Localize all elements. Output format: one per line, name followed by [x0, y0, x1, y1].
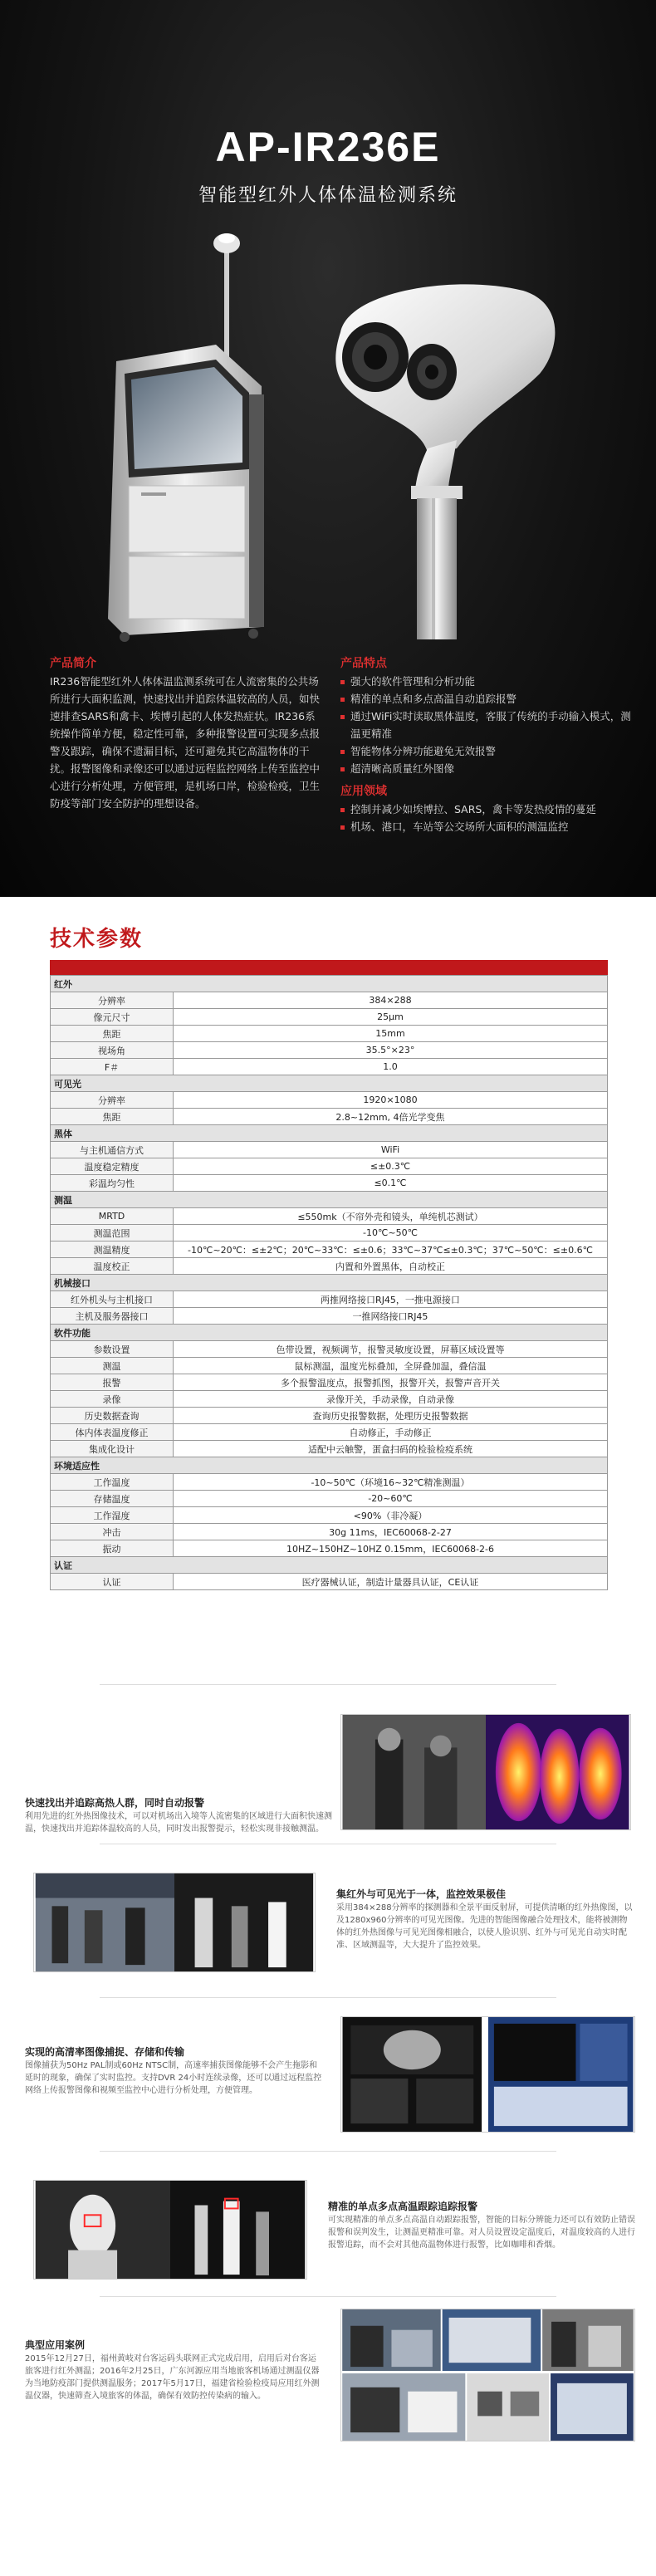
spec-value: ≤0.1℃	[174, 1175, 608, 1192]
spec-key: 测温范围	[51, 1225, 174, 1241]
spec-value: 25μm	[174, 1009, 608, 1026]
spec-section-row	[51, 976, 608, 992]
spec-value: ≤±0.3℃	[174, 1158, 608, 1175]
spec-value: ≤550mk（不帘外壳和镜头，单纯机芯测试）	[174, 1208, 608, 1225]
spec-row	[51, 1507, 608, 1524]
spec-row	[51, 1540, 608, 1557]
app-4-title: 精准的单点多点高温跟踪追踪报警	[328, 2201, 478, 2212]
app-3-text: 图像捕获为50Hz PAL制或60Hz NTSC制，高速率捕获图像能够不会产生拖影和延时的现象，确保了实时监控。支持DVR 24小时连续录像，还可以通过远程监控网络上传报警图像和视频至监控中心进行分析处理，方便管理。	[25, 2061, 322, 2095]
spec-key: 录像	[51, 1391, 174, 1408]
camera-head-image	[324, 274, 565, 639]
app-area-item: 控制并减少如埃博拉、SARS，禽卡等发热疫情的蔓延	[340, 801, 639, 818]
features-heading: 产品特点	[340, 657, 387, 670]
spec-key: F＃	[51, 1059, 174, 1075]
divider	[100, 2296, 556, 2297]
spec-row	[51, 1059, 608, 1075]
spec-row	[51, 1142, 608, 1158]
spec-key: 集成化设计	[51, 1441, 174, 1457]
spec-row	[51, 1158, 608, 1175]
spec-header-bar	[50, 960, 608, 975]
spec-row	[51, 1009, 608, 1026]
spec-section-row	[51, 1125, 608, 1142]
spec-key: 测温	[51, 1358, 174, 1374]
spec-value: -10~50℃（环境16~32℃精准测温）	[174, 1474, 608, 1491]
spec-row	[51, 1574, 608, 1590]
product-model-title: AP-IR236E	[215, 124, 441, 170]
spec-row	[51, 1474, 608, 1491]
spec-row	[51, 1358, 608, 1374]
spec-section-name: 环境适应性	[51, 1457, 608, 1474]
spec-key: 视场角	[51, 1042, 174, 1059]
spec-table	[50, 975, 608, 1590]
spec-row	[51, 1441, 608, 1457]
feature-item: 智能物体分辨功能避免无效报警	[340, 742, 639, 760]
feature-item: 强大的软件管理和分析功能	[340, 673, 639, 690]
spec-value: 录像开关，手动录像，自动录像	[174, 1391, 608, 1408]
app-2-title: 集红外与可见光于一体，监控效果极佳	[336, 1888, 507, 1900]
spec-key: MRTD	[51, 1208, 174, 1225]
app-5-title: 典型应用案例	[25, 2339, 86, 2351]
spec-key: 温度校正	[51, 1258, 174, 1275]
spec-key: 焦距	[51, 1109, 174, 1125]
spec-key: 冲击	[51, 1524, 174, 1540]
spec-key: 与主机通信方式	[51, 1142, 174, 1158]
spec-row	[51, 1208, 608, 1225]
spec-section-name: 认证	[51, 1557, 608, 1574]
app-3-title: 实现的高清率图像捕捉、存储和传输	[25, 2046, 185, 2058]
spec-value: -10℃~50℃	[174, 1225, 608, 1241]
software-ui-screenshot	[340, 2016, 635, 2133]
spec-key: 工作湿度	[51, 1507, 174, 1524]
spec-value: 一推网络接口RJ45	[174, 1308, 608, 1325]
spec-section-name: 机械接口	[51, 1275, 608, 1291]
spec-section-row	[51, 1325, 608, 1341]
spec-key: 红外机头与主机接口	[51, 1291, 174, 1308]
app-2-text: 采用384×288分辨率的探测器和全景平面反射屏，可提供清晰的红外热像图，以及1280x960分辨率的可见光图像。先进的智能图像融合处理技术，能将被测物体的红外热图像与可见光图像相融合，以使人脸识别、红外与可见光自动实时配准、区域测温等，大大提升了监控效果。	[336, 1903, 633, 1950]
spec-value: 2.8~12mm, 4倍光学变焦	[174, 1109, 608, 1125]
spec-key: 温度稳定精度	[51, 1158, 174, 1175]
spec-value: 1.0	[174, 1059, 608, 1075]
spec-row	[51, 1308, 608, 1325]
spec-key: 分辨率	[51, 1092, 174, 1109]
app-5-text: 2015年12月27日，福州黄岐对台客运码头联网正式完成启用，启用后对台客运旅客进行红外测温；2016年2月25日，广东河源应用当地旅客机场通过测温仪器为当地防疫部门提供测温服务；2017年5月17日，福建省检验检疫局应用红外测温仪器，快速筛查入境旅客的体温，确保有效防控传染病的输入。	[25, 2354, 320, 2401]
spec-section-name: 黑体	[51, 1125, 608, 1142]
spec-row	[51, 1341, 608, 1358]
divider	[100, 1684, 556, 1685]
spec-section-name: 红外	[51, 976, 608, 992]
spec-value: 10HZ~150HZ~10HZ 0.15mm，IEC60068-2-6	[174, 1540, 608, 1557]
spec-row	[51, 1374, 608, 1391]
spec-key: 测温精度	[51, 1241, 174, 1258]
spec-value: 15mm	[174, 1026, 608, 1042]
spec-key: 体内体表温度修正	[51, 1424, 174, 1441]
spec-key: 振动	[51, 1540, 174, 1557]
spec-key: 参数设置	[51, 1341, 174, 1358]
feature-item: 通过WiFi实时读取黑体温度，客服了传统的手动输入模式，测温更精准	[340, 708, 639, 742]
spec-key: 彩温均匀性	[51, 1175, 174, 1192]
spec-section-row	[51, 1192, 608, 1208]
feature-item: 精准的单点和多点高温自动追踪报警	[340, 690, 639, 708]
app-area-heading: 应用领域	[340, 785, 387, 798]
spec-row	[51, 1424, 608, 1441]
spec-section-row	[51, 1075, 608, 1092]
spec-section-row	[51, 1457, 608, 1474]
spec-title: 技术参数	[50, 927, 144, 952]
spec-key: 存储温度	[51, 1491, 174, 1507]
divider	[100, 2151, 556, 2152]
spec-row	[51, 1258, 608, 1275]
ir-visible-fusion-photo	[33, 1873, 316, 1972]
spec-row	[51, 1391, 608, 1408]
spec-value: 适配中云触警，蛋盒扫码的检验检疫系统	[174, 1441, 608, 1457]
kiosk-device-image	[91, 228, 282, 644]
app-area-item: 机场、港口，车站等公交场所大面积的测温监控	[340, 818, 639, 835]
app-1-title: 快速找出并追踪高热人群，同时自动报警	[25, 1797, 205, 1809]
spec-key: 焦距	[51, 1026, 174, 1042]
spec-value: 30g 11ms，IEC60068-2-27	[174, 1524, 608, 1540]
spec-value: 1920×1080	[174, 1092, 608, 1109]
spec-key: 像元尺寸	[51, 1009, 174, 1026]
spec-row	[51, 1026, 608, 1042]
thermal-crowd-photo	[340, 1714, 631, 1830]
spec-key: 工作温度	[51, 1474, 174, 1491]
single-multi-point-tracking-photo	[33, 2180, 307, 2280]
spec-section-name: 软件功能	[51, 1325, 608, 1341]
spec-value: -10℃~20℃：≤±2℃；20℃~33℃：≤±0.6；33℃~37℃≤±0.3℃；37℃~50℃：≤±0.6℃	[174, 1241, 608, 1258]
spec-row	[51, 1524, 608, 1540]
spec-value: 内置和外置黑体，自动校正	[174, 1258, 608, 1275]
spec-key: 认证	[51, 1574, 174, 1590]
spec-value: 384×288	[174, 992, 608, 1009]
spec-value: <90%（非冷凝）	[174, 1507, 608, 1524]
spec-row	[51, 1408, 608, 1424]
spec-value: 鼠标测温，温度光标叠加，全屏叠加温，叠信温	[174, 1358, 608, 1374]
spec-section-name: 测温	[51, 1192, 608, 1208]
spec-key: 分辨率	[51, 992, 174, 1009]
product-subtitle: 智能型红外人体体温检测系统	[198, 185, 458, 206]
spec-section-row	[51, 1275, 608, 1291]
spec-key: 历史数据查询	[51, 1408, 174, 1424]
spec-row	[51, 1291, 608, 1308]
spec-key: 主机及服务器接口	[51, 1308, 174, 1325]
hero-banner	[0, 0, 656, 897]
spec-row	[51, 992, 608, 1009]
spec-row	[51, 1092, 608, 1109]
spec-row	[51, 1042, 608, 1059]
spec-value: 两推网络接口RJ45，一推电源接口	[174, 1291, 608, 1308]
spec-value: 多个报警温度点，报警抓图，报警开关，报警声音开关	[174, 1374, 608, 1391]
spec-row	[51, 1241, 608, 1258]
applications-section	[0, 1677, 656, 2576]
spec-row	[51, 1109, 608, 1125]
spec-section-row	[51, 1557, 608, 1574]
spec-section-name: 可见光	[51, 1075, 608, 1092]
spec-value: 查询历史报警数据，处理历史报警数据	[174, 1408, 608, 1424]
app-1-text: 利用先进的红外热图像技术，可以对机场出入境等人流密集的区域进行大面积快速测温，快速找出并追踪体温较高的人员，同时发出报警提示，轻松实现非接触测温。	[25, 1812, 332, 1834]
intro-paragraph: IR236智能型红外人体体温监测系统可在人流密集的公共场所进行大面积监测，快速找出并追踪体温较高的人员，如快速排查SARS和禽卡、埃博引起的人体发热症状。IR236系统操作简单方便，稳定性可靠，多种报警设置可实现多点报警及跟踪，确保不遗漏目标，还可避免其它高温物体的干扰。报警图像和录像还可以通过远程监控网络上传至监控中心进行分析处理，方便管理，是机场口岸，检验检疫，卫生防疫等部门安全防护的理想设备。	[50, 675, 321, 810]
spec-value: 医疗器械认证，制造计量器具认证，CE认证	[174, 1574, 608, 1590]
spec-row	[51, 1491, 608, 1507]
spec-value: 自动修正，手动修正	[174, 1424, 608, 1441]
features-list	[340, 673, 639, 777]
case-study-photos	[340, 2309, 635, 2441]
feature-item: 超清晰高质量红外图像	[340, 760, 639, 777]
spec-value: WiFi	[174, 1142, 608, 1158]
spec-value: 色带设置，视频调节，报警灵敏度设置，屏幕区域设置等	[174, 1341, 608, 1358]
divider	[100, 1997, 556, 1998]
spec-value: -20~60℃	[174, 1491, 608, 1507]
app-4-text: 可实现精准的单点多点高温自动跟踪报警，智能的目标分辨能力还可以有效防止错误报警和误判发生，让测温更精准可靠。对人员设置设定温度后，对温度较高的人进行报警追踪，而不会对其他高温物体进行报警，比如咖啡和香烟。	[328, 2216, 635, 2250]
spec-value: 35.5°×23°	[174, 1042, 608, 1059]
spec-row	[51, 1225, 608, 1241]
app-area-list	[340, 801, 639, 835]
spec-row	[51, 1175, 608, 1192]
intro-heading: 产品简介	[50, 657, 96, 670]
spec-key: 报警	[51, 1374, 174, 1391]
